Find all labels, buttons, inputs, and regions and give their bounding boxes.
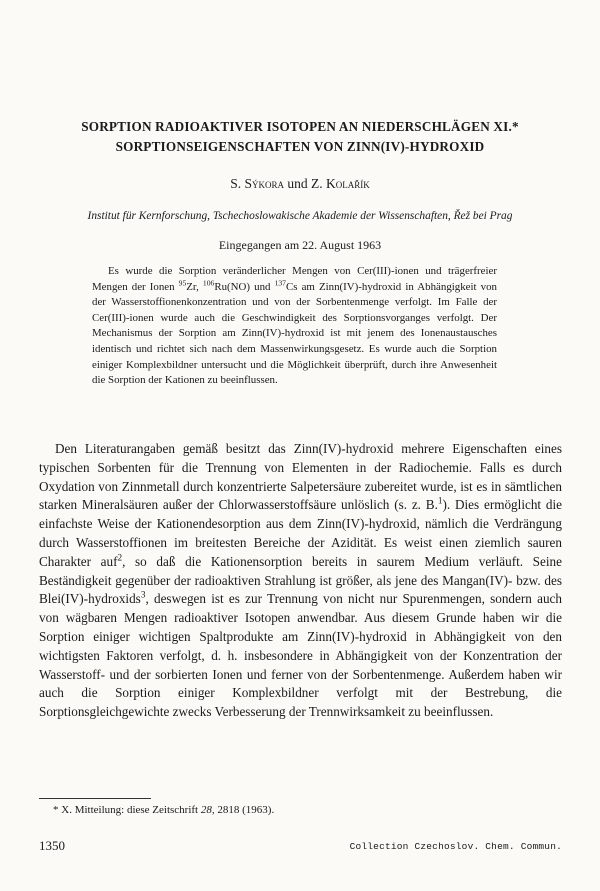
abstract-text-2: am Zinn(IV)-hydroxid in Abhängigkeit von der Wasserstoffionenkonzentration und von der Sorbentenmenge verfolgt. Im Falle der Cer(III)-ionen wurde auch die Geschwindigkeit des Sorptionsvorganges verfolgt. Der Mechanismus der Sorption am Zinn(IV)-hydroxid ist mit jenem des Ionenaustausches identisch und richtet sich nach dem Massenwirkungsgesetz. Es wurde auch die Sorption einiger Komplexbildner untersucht und die Möglichkeit überprüft, durch ihre Anwesenheit die Sorption der Kationen zu beeinflussen. <box>92 280 497 387</box>
body-text-2: ). Dies ermöglicht die einfachste Weise der Kationendesorption aus dem Zinn(IV)-hydroxid, nämlich die Verdrängung durch Wasserstoffionen im breitesten Bereiche der Azidität. Es weist einen ziemlich sauren Charakter auf <box>39 497 562 569</box>
body-text <box>39 440 562 722</box>
footnote-volume: 28, <box>200 804 215 816</box>
isotope-ru: Ru(NO) und <box>214 280 275 293</box>
isotope-zr: Zr, <box>186 280 203 293</box>
footnote-prefix: * X. Mitteilung: diese Zeitschrift <box>53 804 201 816</box>
body-text-1: Den Literaturangaben gemäß besitzt das Zinn(IV)-hydroxid mehrere Eigenschaften eines typischen Sorbenten für die Trennung von Elementen in der Radiochemie. Falls es durch Oxydation von Zinnmetall durch konzentrierte Salpetersäure zubereitet wurde, ist es in sämtlichen starken Mineralsäuren außer der Chlorwasserstoffsäure unlöslich (s. z. B. <box>39 441 562 513</box>
authors-line <box>0 176 600 192</box>
body-text-4: , deswegen ist es zur Trennung von nicht nur Spurenmengen, sondern auch von wägbaren Mengen radioaktiver Isotopen anwendbar. Aus diesem Grunde haben wir die Sorption einiger wichtigen Spaltprodukte am Zinn(IV)-hydroxid in Abhängigkeit von den wichtigsten Faktoren verfolgt, d. h. insbesondere in Abhängigkeit von der Konzentration der Wasserstoff- und der sorbierten Ionen und ferner von der Sorbentenmenge. Außerdem haben wir auch die Sorption einiger Komplexbildner verfolgt mit der Bestrebung, die Sorptionsgleichgewichte zwecks Verbesserung der Trennwirksamkeit zu beeinflussen. <box>39 591 562 720</box>
page-number: 1350 <box>39 838 65 853</box>
body-paragraph <box>39 440 562 722</box>
title-line-1: SORPTION RADIOAKTIVER ISOTOPEN AN NIEDERSCHLÄGEN XI.* <box>81 119 519 134</box>
reference-1: 1 <box>437 496 443 506</box>
body-text-3: , so daß die Kationensorption bereits in saurem Medium verläuft. Seine Beständigkeit gegenüber der radioaktiven Strahlung ist größer, als jene des Mangan(IV)- bzw. des Blei(IV)-hydroxids <box>39 553 562 607</box>
article-title <box>20 117 580 157</box>
isotope-mass-cs: 137 <box>274 277 286 287</box>
authors-conjunction: und <box>287 176 308 191</box>
author1-initial: S. <box>230 176 242 191</box>
abstract <box>92 264 497 389</box>
isotope-cs: Cs <box>285 280 298 293</box>
journal-name: Collection Czechoslov. Chem. Commun. <box>349 841 562 852</box>
abstract-text-1: Es wurde die Sorption veränderlicher Mengen von Cer(III)-ionen und trägerfreier Mengen der Ionen <box>92 265 497 293</box>
author2-initial: Z. <box>311 176 323 191</box>
author1-surname: Sýkora <box>244 176 285 191</box>
reference-3: 3 <box>140 589 146 600</box>
received-date: Eingegangen am 22. August 1963 <box>218 238 382 252</box>
affiliation: Institut für Kernforschung, Tschechoslowakische Akademie der Wissenschaften, Řež bei Prag <box>87 210 513 222</box>
isotope-mass-zr: 95 <box>178 277 187 287</box>
footnote-rule <box>39 798 151 799</box>
reference-2: 2 <box>117 552 123 563</box>
author2-surname: Kolařík <box>326 176 370 191</box>
footnote <box>53 804 274 816</box>
abstract-paragraph <box>92 264 497 389</box>
isotope-mass-ru: 106 <box>202 277 215 287</box>
footnote-rest: 2818 (1963). <box>214 804 275 816</box>
title-line-2: SORPTIONSEIGENSCHAFTEN VON ZINN(IV)-HYDROXID <box>115 139 485 154</box>
